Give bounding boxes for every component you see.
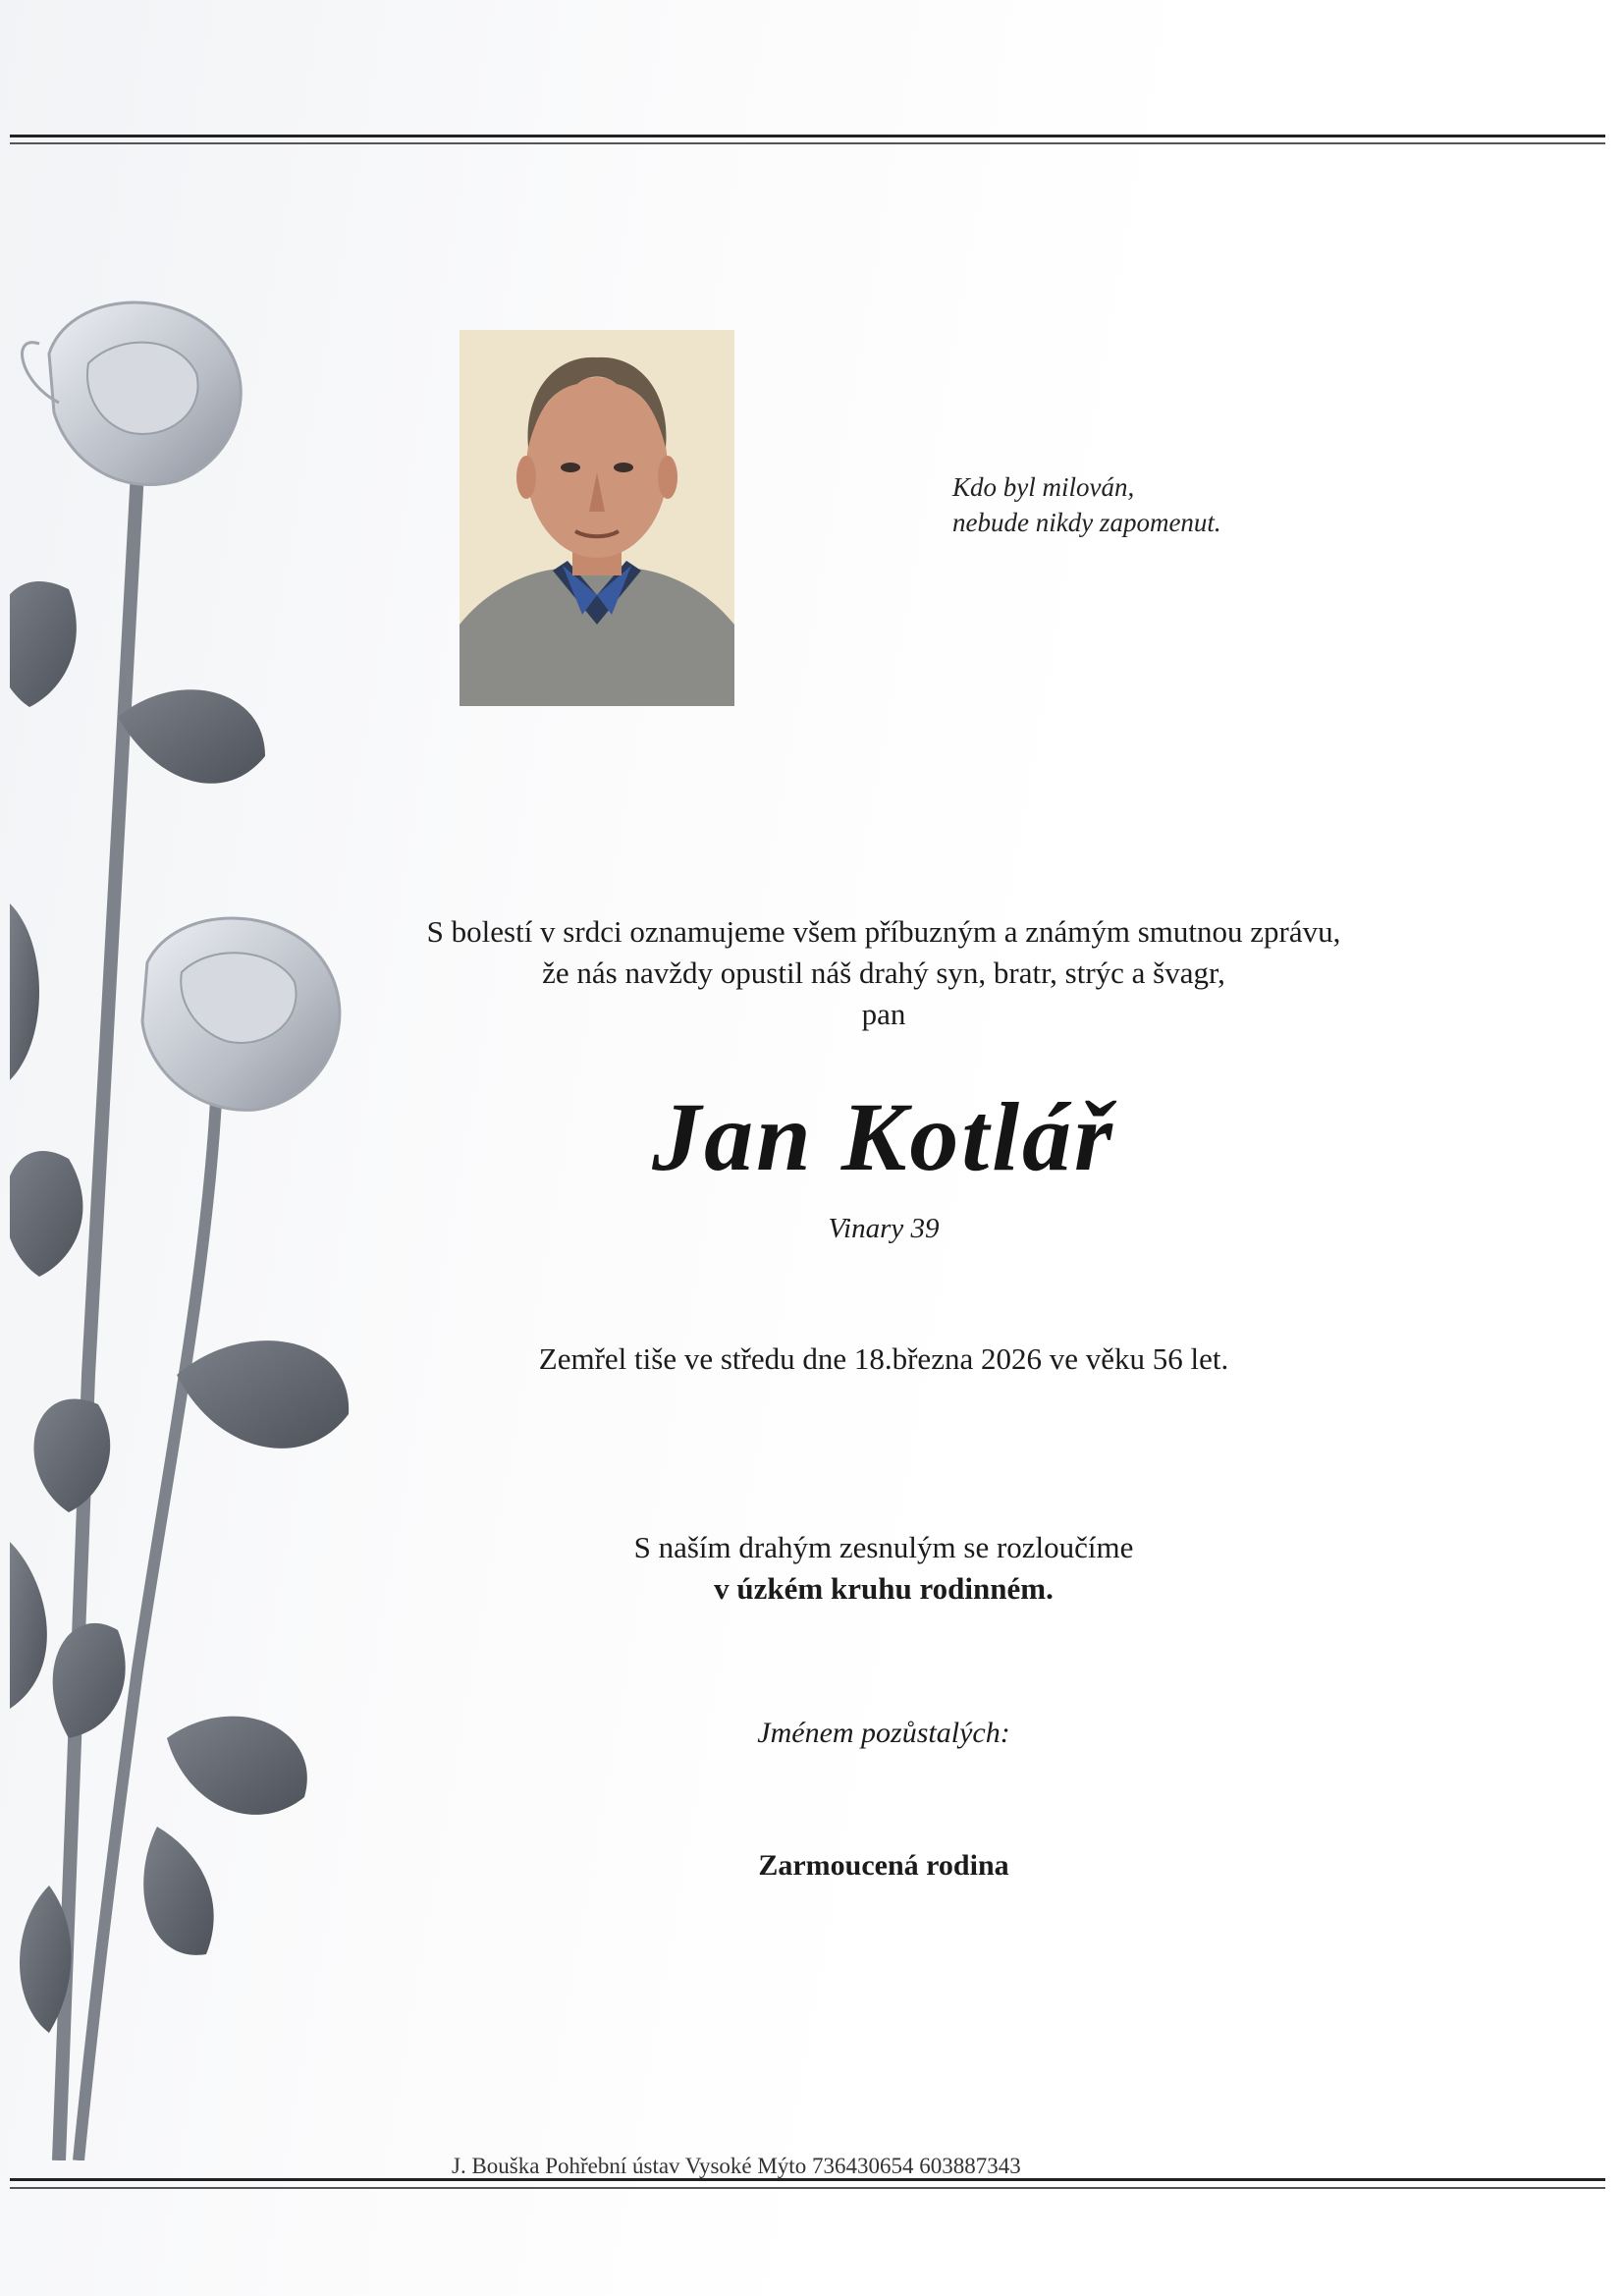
rose-leaf [10,581,77,707]
rose-leaf [10,1151,82,1277]
farewell-line-bold: v úzkém kruhu rodinném. [714,1571,1054,1606]
deceased-address: Vinary 39 [828,1213,940,1244]
announcement [295,911,1473,1035]
undertaker-footer: J. Bouška Pohřební ústav Vysoké Mýto 736430654 603887343 [452,2154,1021,2178]
rose-leaf [143,1827,213,1955]
motto-line: nebude nikdy zapomenut. [952,508,1221,537]
motto-quote [952,469,1365,540]
announcement-line: že nás navždy opustil náš drahý syn, bratr, strýc a švagr, [542,956,1225,990]
motto-line: Kdo byl milován, [952,472,1135,502]
announcement-line: S bolestí v srdci oznamujeme všem příbuzným a známým smutnou zprávu, [426,914,1341,949]
rose-leaf [53,1623,126,1738]
farewell-notice [295,1527,1473,1610]
rose-head-upper [23,302,242,485]
farewell-line: S naším drahým zesnulým se rozloučíme [633,1530,1134,1564]
deceased-name: Jan Kotlář [652,1082,1115,1191]
on-behalf-label: Jménem pozůstalých: [757,1717,1010,1749]
top-border-rule [10,135,1605,146]
death-notice: Zemřel tiše ve středu dne 18.března 2026 ve věku 56 let. [538,1341,1229,1376]
rose-leaf [33,1398,110,1512]
rose-leaf [167,1717,307,1815]
rose-leaf [118,689,265,784]
rose-leaf [10,1542,47,1709]
portrait-photo [460,330,734,706]
announcement-line: pan [861,997,906,1031]
signature: Zarmoucená rodina [758,1849,1009,1882]
bottom-border-rule [10,2178,1605,2192]
rose-leaf [10,903,39,1080]
